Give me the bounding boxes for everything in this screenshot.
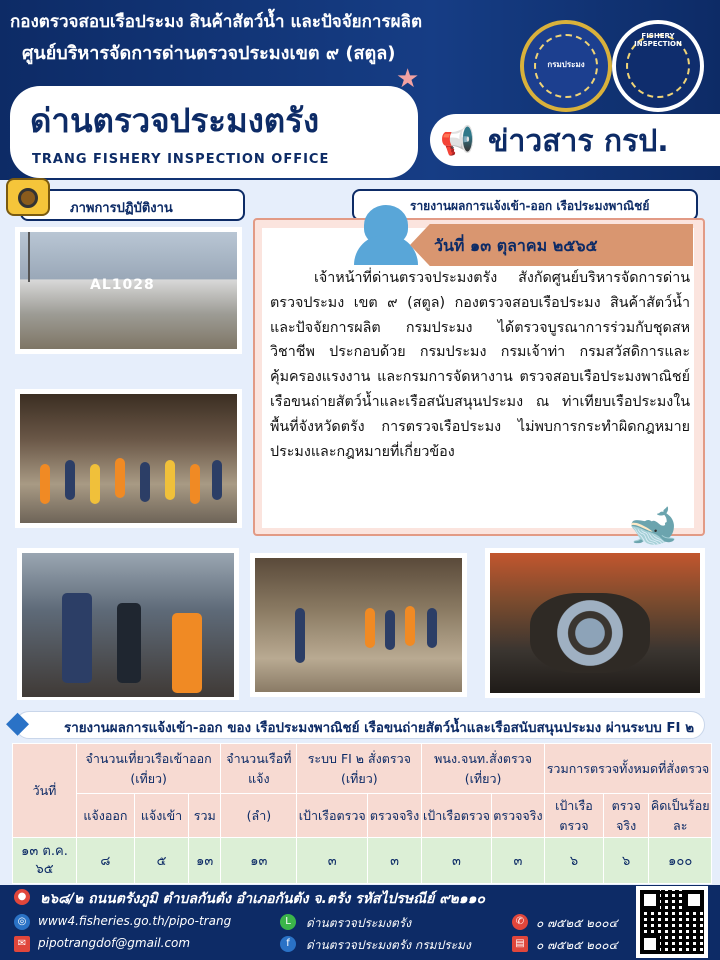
cell: ๓ <box>368 838 422 884</box>
person-figure <box>365 608 375 648</box>
person-figure <box>165 460 175 500</box>
cell: ๑๐๐ <box>649 838 712 884</box>
footer-line[interactable]: ด่านตรวจประมงตรัง <box>306 916 412 930</box>
cell: ๓ <box>422 838 492 884</box>
office-name-thai: ด่านตรวจประมงตรัง <box>30 101 320 140</box>
person-figure <box>295 608 305 663</box>
person-figure <box>385 610 395 650</box>
group3-header: ระบบ FI ๒ สั่งตรวจ (เที่ยว) <box>297 744 422 794</box>
header-line1: กองตรวจสอบเรือประมง สินค้าสัตว์น้ำ และปัจจัยการผลิต <box>10 12 423 32</box>
sub-header: เป้าเรือตรวจ <box>545 794 604 838</box>
cell: ๑๓ <box>189 838 221 884</box>
sub-header: ตรวจจริง <box>603 794 649 838</box>
qr-corner <box>640 934 660 954</box>
footer-fax: ๐ ๗๕๒๕ ๒๐๐๔ <box>536 938 618 952</box>
cell: ๓ <box>491 838 544 884</box>
qr-corner <box>684 890 704 910</box>
whale-icon: 🐋 <box>628 503 678 549</box>
department-seal <box>520 20 612 112</box>
facebook-icon: f <box>280 936 296 952</box>
footer-phone: ๐ ๗๕๒๕ ๒๐๐๔ <box>536 916 618 930</box>
briefing-image <box>255 558 462 692</box>
email-icon: ✉ <box>14 936 30 952</box>
starfish-icon: ★ <box>396 64 420 94</box>
person-figure <box>140 462 150 502</box>
person-icon <box>354 205 418 263</box>
activity-tag: ภาพการปฏิบัติงาน <box>20 189 245 221</box>
sub-header: รวม <box>189 794 221 838</box>
photo-boat <box>15 227 242 354</box>
person-figure <box>405 606 415 646</box>
person-figure <box>212 460 222 500</box>
fish-baskets <box>530 593 650 673</box>
qr-code[interactable] <box>636 886 708 958</box>
seal-label: กรมประมง <box>547 60 585 69</box>
header-line2: ศูนย์บริหารจัดการด่านตรวจประมงเขต ๙ (สตูล) <box>22 43 396 64</box>
report-tag: รายงานผลการแจ้งเข้า-ออก เรือประมงพาณิชย์ <box>352 189 698 221</box>
cell: ๑๓ <box>221 838 297 884</box>
person-figure <box>427 608 437 648</box>
person-figure <box>62 593 92 683</box>
person-figure <box>117 603 141 683</box>
row-day: ๑๓ ต.ค. ๖๕ <box>13 838 77 884</box>
fish-hold-image <box>490 553 700 693</box>
camera-lens <box>18 188 38 208</box>
cell: ๘ <box>77 838 135 884</box>
sub-header: (ลำ) <box>221 794 297 838</box>
phone-icon: ✆ <box>512 914 528 930</box>
sub-header: แจ้งเข้า <box>134 794 188 838</box>
photo-inspection-documents <box>17 548 239 702</box>
photo-briefing <box>250 553 467 697</box>
col-day-header: วันที่ <box>13 744 77 838</box>
table-row <box>13 838 712 884</box>
person-figure <box>172 613 202 693</box>
footer-facebook[interactable]: ด่านตรวจประมงตรัง กรมประมง <box>306 938 471 952</box>
cell: ๖ <box>545 838 604 884</box>
fishery-inspection-logo <box>612 20 704 112</box>
person-figure <box>65 460 75 500</box>
office-name-box <box>10 86 418 178</box>
globe-icon: ◎ <box>14 914 30 930</box>
photo-fish-hold <box>485 548 705 698</box>
person-figure <box>190 464 200 504</box>
news-banner <box>430 114 720 166</box>
qr-corner <box>640 890 660 910</box>
footer-website[interactable]: www4.fisheries.go.th/pipo-trang <box>38 914 232 928</box>
group2-header: จำนวนเรือที่แจ้ง <box>221 744 297 794</box>
fax-icon: ▤ <box>512 936 528 952</box>
report-table <box>12 743 712 884</box>
camera-icon <box>6 178 50 216</box>
cell: ๓ <box>297 838 368 884</box>
cell: ๖ <box>603 838 649 884</box>
sub-header: แจ้งออก <box>77 794 135 838</box>
cell: ๕ <box>134 838 188 884</box>
person-body <box>354 235 418 265</box>
group4-header: พนง.จนท.สั่งตรวจ (เที่ยว) <box>422 744 545 794</box>
photo-team-group <box>15 389 242 528</box>
location-pin-icon: ● <box>14 889 30 905</box>
mast <box>28 232 58 282</box>
office-name-english: TRANG FISHERY INSPECTION OFFICE <box>32 152 330 167</box>
team-image <box>20 394 237 523</box>
report-text: เจ้าหน้าที่ด่านตรวจประมงตรัง สังกัดศูนย์บริหารจัดการด่านตรวจประมง เขต ๙ (สตูล) กองตรวจสอบเรือประมง สินค้าสัตว์น้ำ และปัจจัยการผลิต กรมประมง ได้ตรวจบูรณาการร่วมกับชุดสหวิชาชีพ ประกอบด้วย กรมประมง กรมเจ้าท่า กรมสวัสดิการและคุ้มครองแรงงาน และกรมการจัดหางาน ตรวจสอบเรือประมงพาณิชย์ เรือขนถ่ายสัตว์น้ำและเรือสนับสนุนประมง ณ ท่าเทียบเรือประมงในพื้นที่จังหวัดตรัง การตรวจเรือประมง ไม่พบการกระทำผิดกฎหมายประมงและกฎหมายที่เกี่ยวข้อง <box>270 270 690 460</box>
documents-image <box>22 553 234 697</box>
manta-ray-icon: ◆ <box>6 705 30 740</box>
megaphone-icon: 📢 <box>440 124 475 157</box>
sub-header: เป้าเรือตรวจ <box>422 794 492 838</box>
person-figure <box>40 464 50 504</box>
person-figure <box>90 464 100 504</box>
logo-label: FISHERY INSPECTION <box>634 32 682 48</box>
sub-header: ตรวจจริง <box>491 794 544 838</box>
person-figure <box>115 458 125 498</box>
boat-image <box>20 232 237 349</box>
report-date: วันที่ ๑๓ ตุลาคม ๒๕๖๕ <box>434 236 598 255</box>
sub-header: เป้าเรือตรวจ <box>297 794 368 838</box>
footer-address: ๒๖๘/๒ ถนนตรังภูมิ ตำบลกันตัง อำเภอกันตัง จ.ตรัง รหัสไปรษณีย์ ๙๒๑๑๐ <box>40 891 486 907</box>
group1-header: จำนวนเที่ยวเรือเข้าออก (เที่ยว) <box>77 744 221 794</box>
group5-header: รวมการตรวจทั้งหมดที่สั่งตรวจ <box>545 744 712 794</box>
boat-number: AL1028 <box>90 277 155 293</box>
sub-header: คิดเป็นร้อยละ <box>649 794 712 838</box>
news-title: ข่าวสาร กรป. <box>488 124 669 159</box>
sub-header: ตรวจจริง <box>368 794 422 838</box>
line-app-icon: L <box>280 914 296 930</box>
table-title: รายงานผลการแจ้งเข้า-ออก ของ เรือประมงพาณิชย์ เรือขนถ่ายสัตว์น้ำและเรือสนับสนุนประมง ผ่านระบบ FI ๒ <box>15 711 705 739</box>
footer-email[interactable]: pipotrangdof@gmail.com <box>38 936 191 950</box>
